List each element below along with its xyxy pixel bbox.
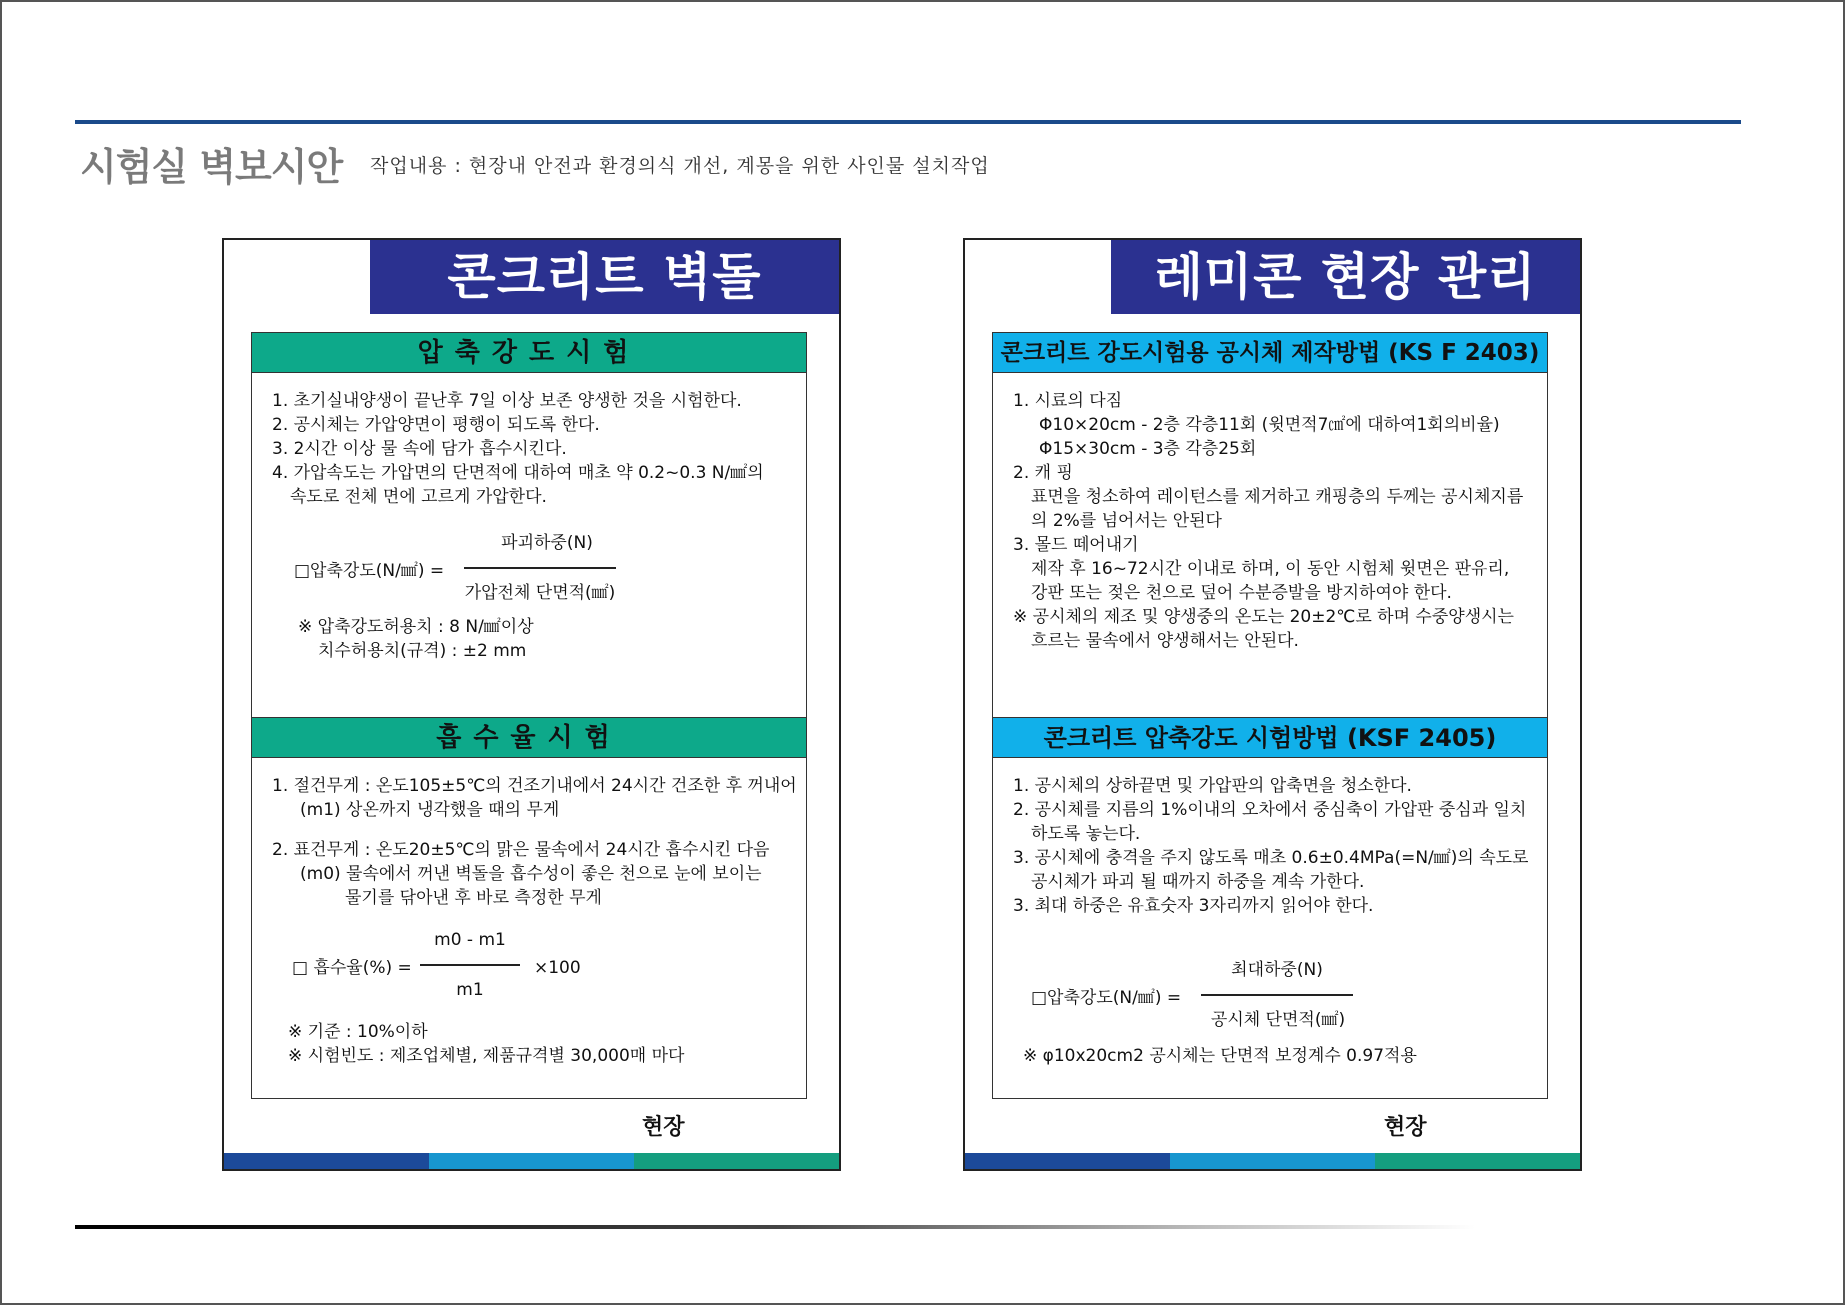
- panel-body: [993, 758, 1547, 1068]
- ready-mixed-concrete-board: [963, 238, 1582, 1171]
- formula-denominator: m1: [456, 980, 484, 1000]
- list-item: 하도록 놓는다.: [1031, 824, 1141, 844]
- list-item: 3. 최대 하중은 유효숫자 3자리까지 읽어야 한다.: [1013, 896, 1374, 916]
- panel-heading: 콘크리트 압축강도 시험방법 (KSF 2405): [993, 718, 1547, 758]
- list-item: 3. 2시간 이상 물 속에 담가 흡수시킨다.: [272, 439, 567, 459]
- note: 치수허용치(규격) : ±2 mm: [318, 641, 527, 661]
- site-label: 현장: [642, 1115, 685, 1140]
- compressive-method-panel: [992, 717, 1548, 1099]
- formula-denominator: 공시체 단면적(㎟): [1210, 1010, 1346, 1030]
- note: 흐르는 물속에서 양생해서는 안된다.: [1031, 631, 1299, 651]
- formula-numerator: 파괴하중(N): [501, 533, 593, 553]
- panel-heading: 콘크리트 강도시험용 공시체 제작방법 (KS F 2403): [993, 333, 1547, 373]
- list-item: 2. 캐 핑: [1013, 463, 1073, 483]
- list-item: 4. 가압속도는 가압면의 단면적에 대하여 매초 약 0.2~0.3 N/㎟의: [272, 463, 764, 483]
- compressive-strength-formula: [1013, 958, 1547, 1038]
- top-divider: [75, 120, 1741, 124]
- list-item: (m1) 상온까지 냉각했을 때의 무게: [300, 800, 560, 820]
- list-item: 속도로 전체 면에 고르게 가압한다.: [290, 487, 547, 507]
- formula-label: □압축강도(N/㎟) =: [294, 561, 445, 581]
- panel-heading: 압축강도시험: [252, 333, 806, 373]
- list-item: 1. 초기실내양생이 끝난후 7일 이상 보존 양생한 것을 시험한다.: [272, 391, 742, 411]
- list-item: 강판 또는 젖은 천으로 덮어 수분증발을 방지하여야 한다.: [1031, 583, 1452, 603]
- list-item: (m0) 물속에서 꺼낸 벽돌을 흡수성이 좋은 천으로 눈에 보이는: [300, 864, 762, 884]
- absorption-test-panel: [251, 717, 807, 1099]
- bottom-divider: [75, 1225, 1475, 1229]
- note: ※ 시험빈도 : 제조업체별, 제품규격별 30,000매 마다: [288, 1046, 685, 1066]
- formula-multiplier: ×100: [534, 958, 581, 978]
- fraction-bar: [420, 964, 520, 966]
- list-item: 1. 시료의 다짐: [1013, 391, 1123, 411]
- compression-test-panel: [251, 332, 807, 719]
- panel-body: [252, 758, 806, 1068]
- board-title: 콘크리트 벽돌: [370, 240, 839, 314]
- color-strip: [965, 1153, 1580, 1169]
- specimen-method-panel: [992, 332, 1548, 719]
- list-item: 표면을 청소하여 레이턴스를 제거하고 캐핑층의 두께는 공시체지름: [1031, 487, 1524, 507]
- list-item: 2. 표건무게 : 온도20±5℃의 맑은 물속에서 24시간 흡수시킨 다음: [272, 840, 770, 860]
- list-item: 제작 후 16~72시간 이내로 하며, 이 동안 시험체 윗면은 판유리,: [1031, 559, 1510, 579]
- fraction-bar: [464, 567, 616, 569]
- formula-numerator: m0 - m1: [434, 930, 506, 950]
- compressive-strength-formula: [272, 531, 806, 611]
- list-item: 공시체가 파괴 될 때까지 하중을 계속 가한다.: [1031, 872, 1365, 892]
- board-title: 레미콘 현장 관리: [1111, 240, 1580, 314]
- note: ※ 압축강도허용치 : 8 N/㎟이상: [298, 617, 534, 637]
- list-item: 물기를 닦아낸 후 바로 측정한 무게: [345, 888, 602, 908]
- concrete-brick-board: [222, 238, 841, 1171]
- fraction-bar: [1201, 994, 1353, 996]
- formula-denominator: 가압전체 단면적(㎟): [464, 583, 616, 603]
- list-item: Φ10×20cm - 2층 각층11회 (윗면적7㎠에 대하여1회의비율): [1039, 415, 1500, 435]
- list-item: 2. 공시체는 가압양면이 평행이 되도록 한다.: [272, 415, 600, 435]
- note: ※ φ10x20cm2 공시체는 단면적 보정계수 0.97적용: [1023, 1046, 1417, 1066]
- note: ※ 공시체의 제조 및 양생중의 온도는 20±2℃로 하며 수중양생시는: [1013, 607, 1514, 627]
- list-item: 3. 공시체에 충격을 주지 않도록 매초 0.6±0.4MPa(=N/㎟)의 속도로: [1013, 848, 1529, 868]
- formula-label: □압축강도(N/㎟) =: [1031, 988, 1182, 1008]
- page-subtitle: 작업내용 : 현장내 안전과 환경의식 개선, 계몽을 위한 사인물 설치작업: [370, 155, 990, 177]
- panel-heading: 흡수율시험: [252, 718, 806, 758]
- formula-label: □ 흡수율(%) =: [292, 958, 412, 978]
- page-title: 시험실 벽보시안: [80, 145, 343, 189]
- list-item: Φ15×30cm - 3층 각층25회: [1039, 439, 1257, 459]
- formula-numerator: 최대하중(N): [1231, 960, 1323, 980]
- list-item: 1. 절건무게 : 온도105±5℃의 건조기내에서 24시간 건조한 후 꺼내어: [272, 776, 797, 796]
- color-strip: [224, 1153, 839, 1169]
- list-item: 3. 몰드 떼어내기: [1013, 535, 1139, 555]
- list-item: 의 2%를 넘어서는 안된다: [1031, 511, 1222, 531]
- list-item: 2. 공시체를 지름의 1%이내의 오차에서 중심축이 가압판 중심과 일치: [1013, 800, 1527, 820]
- list-item: 1. 공시체의 상하끝면 및 가압판의 압축면을 청소한다.: [1013, 776, 1412, 796]
- absorption-formula: [272, 928, 806, 1008]
- site-label: 현장: [1384, 1115, 1427, 1140]
- panel-body: [993, 373, 1547, 653]
- note: ※ 기준 : 10%이하: [288, 1022, 428, 1042]
- panel-body: [252, 373, 806, 663]
